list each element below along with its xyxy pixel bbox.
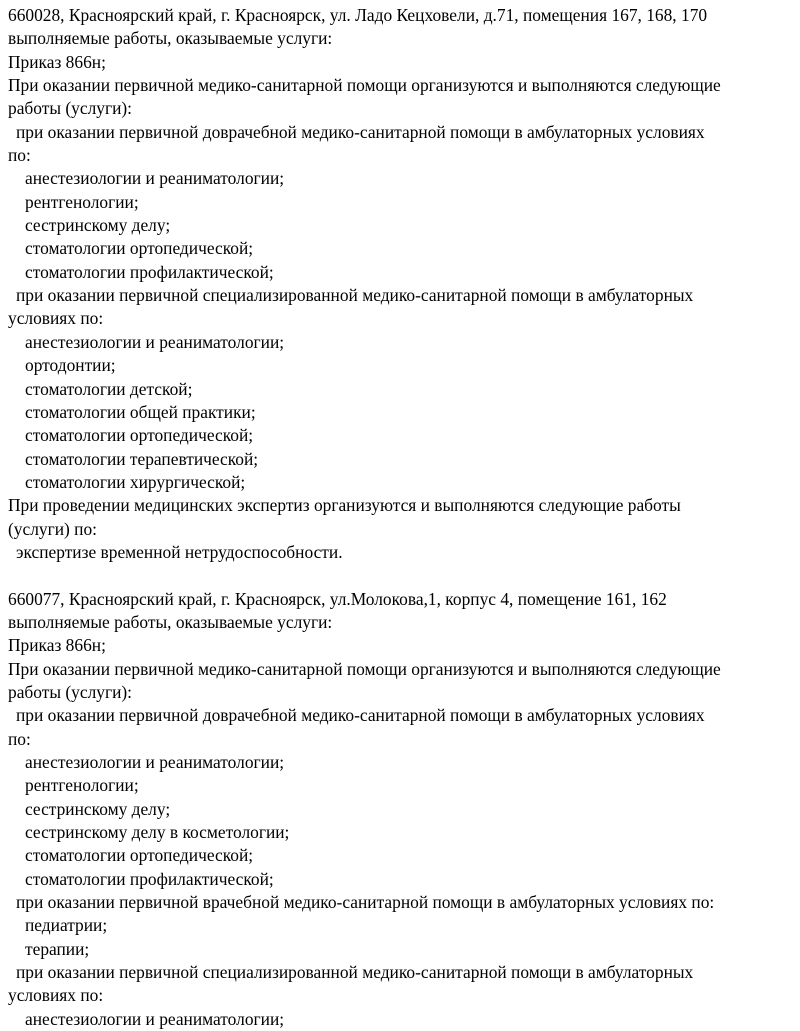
list-item: анестезиологии и реаниматологии; bbox=[25, 168, 285, 189]
section-2-group2-title-cont: условиях по: bbox=[8, 985, 104, 1006]
list-item: стоматологии общей практики; bbox=[25, 401, 256, 422]
section-divider bbox=[8, 564, 796, 587]
section-1-works-heading: выполняемые работы, оказываемые услуги: bbox=[8, 28, 333, 49]
section-1-group1-title: при оказании первичной доврачебной медико-санитарной помощи в амбулаторных условиях bbox=[16, 121, 705, 142]
section-2-group1-title: при оказании первичной доврачебной медико-санитарной помощи в амбулаторных условиях bbox=[16, 705, 705, 726]
section-1-expertise-heading-cont: (услуги) по: bbox=[8, 518, 97, 539]
list-item: стоматологии хирургической; bbox=[25, 471, 246, 492]
list-item: педиатрии; bbox=[25, 915, 108, 936]
section-1-order: Приказ 866н; bbox=[8, 51, 106, 72]
section-1-expertise-heading: При проведении медицинских экспертиз организуются и выполняются следующие работы bbox=[8, 495, 681, 516]
section-2-order: Приказ 866н; bbox=[8, 635, 106, 656]
list-item: сестринскому делу в косметологии; bbox=[25, 822, 290, 843]
list-item: стоматологии терапевтической; bbox=[25, 448, 259, 469]
section-1-address: 660028, Красноярский край, г. Красноярск, ул. Ладо Кецховели, д.71, помещения 167, 168, 170 bbox=[8, 5, 708, 25]
section-2-address: 660077, Красноярский край, г. Красноярск, ул.Молокова,1, корпус 4, помещение 161, 162 bbox=[8, 588, 667, 609]
section-1-expertise-item: экспертизе временной нетрудоспособности. bbox=[16, 541, 343, 562]
list-item: анестезиологии и реаниматологии; bbox=[25, 331, 285, 352]
section-1-pmsp-heading: При оказании первичной медико-санитарной помощи организуются и выполняются следующие bbox=[8, 75, 721, 96]
section-2-works-heading: выполняемые работы, оказываемые услуги: bbox=[8, 611, 333, 632]
section-2-group2-title: при оказании первичной специализированной медико-санитарной помощи в амбулаторных bbox=[16, 962, 694, 983]
section-1-group1-title-cont: по: bbox=[8, 145, 31, 166]
section-2-pmsp-heading-cont: работы (услуги): bbox=[8, 681, 133, 702]
list-item: стоматологии детской; bbox=[25, 378, 193, 399]
document-body bbox=[8, 4, 796, 1031]
list-item: сестринскому делу; bbox=[25, 215, 171, 236]
section-2-group-doctor-title: при оказании первичной врачебной медико-санитарной помощи в амбулаторных условиях по: bbox=[16, 892, 715, 913]
section-2-pmsp-heading: При оказании первичной медико-санитарной помощи организуются и выполняются следующие bbox=[8, 658, 721, 679]
section-2-group1-title-cont: по: bbox=[8, 728, 31, 749]
list-item: анестезиологии и реаниматологии; bbox=[25, 1008, 285, 1029]
list-item: стоматологии ортопедической; bbox=[25, 425, 254, 446]
list-item: стоматологии профилактической; bbox=[25, 261, 274, 282]
list-item: стоматологии ортопедической; bbox=[25, 238, 254, 259]
list-item: анестезиологии и реаниматологии; bbox=[25, 752, 285, 772]
list-item: рентгенологии; bbox=[25, 775, 139, 796]
list-item: терапии; bbox=[25, 938, 90, 959]
list-item: стоматологии ортопедической; bbox=[25, 845, 254, 866]
list-item: ортодонтии; bbox=[25, 355, 116, 376]
section-1-group2-title-cont: условиях по: bbox=[8, 308, 104, 329]
list-item: стоматологии профилактической; bbox=[25, 868, 274, 889]
section-1-group2-title: при оказании первичной специализированной медико-санитарной помощи в амбулаторных bbox=[16, 285, 694, 306]
list-item: сестринскому делу; bbox=[25, 798, 171, 819]
section-1-pmsp-heading-cont: работы (услуги): bbox=[8, 98, 133, 119]
list-item: рентгенологии; bbox=[25, 191, 139, 212]
